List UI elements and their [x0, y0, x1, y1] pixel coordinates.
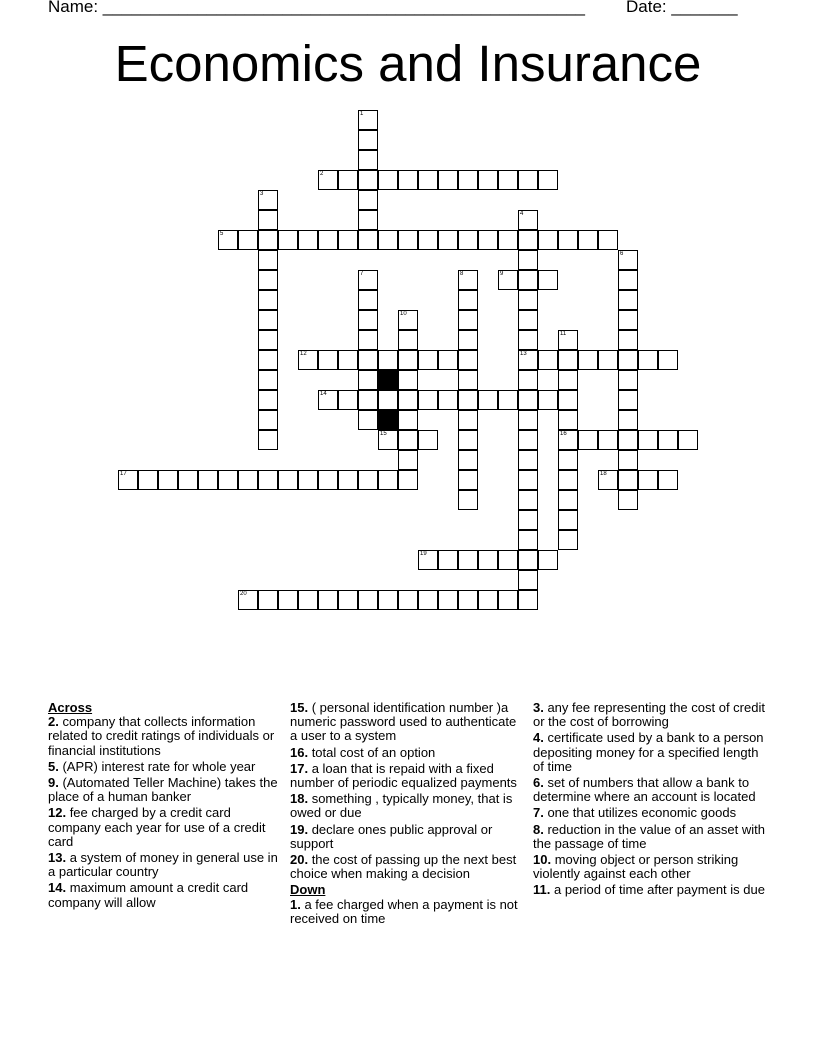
crossword-cell[interactable]: [658, 350, 678, 370]
crossword-cell[interactable]: [238, 230, 258, 250]
crossword-cell[interactable]: [398, 590, 418, 610]
crossword-cell[interactable]: [358, 190, 378, 210]
crossword-cell[interactable]: [538, 390, 558, 410]
crossword-cell[interactable]: [458, 590, 478, 610]
clue-number: 15.: [290, 700, 309, 715]
crossword-cell[interactable]: [618, 390, 638, 410]
crossword-cell[interactable]: [538, 170, 558, 190]
clue-item: [533, 823, 765, 851]
clue-number: 2.: [48, 714, 59, 730]
crossword-black-cell: [378, 370, 398, 390]
crossword-cell[interactable]: [358, 370, 378, 390]
crossword-cell[interactable]: [538, 270, 558, 290]
crossword-cell[interactable]: [378, 170, 398, 190]
crossword-cell[interactable]: [578, 430, 598, 450]
crossword-cell[interactable]: [318, 470, 338, 490]
clue-number: 20.: [290, 852, 309, 868]
crossword-cell[interactable]: [478, 390, 498, 410]
crossword-cell[interactable]: [338, 350, 358, 370]
crossword-cell[interactable]: [458, 330, 478, 350]
crossword-cell[interactable]: [518, 290, 538, 310]
crossword-cell[interactable]: [318, 230, 338, 250]
clue-text: maximum amount a credit card company will allow: [48, 880, 249, 910]
crossword-cell[interactable]: [318, 350, 338, 370]
crossword-cell[interactable]: [558, 470, 578, 490]
crossword-cell[interactable]: [398, 430, 418, 450]
clue-text: reduction in the value of an asset with the passage of time: [533, 821, 765, 851]
crossword-cell[interactable]: [318, 170, 338, 190]
clue-item: [48, 776, 280, 804]
crossword-cell[interactable]: [458, 310, 478, 330]
crossword-cell[interactable]: [318, 390, 338, 410]
crossword-cell[interactable]: [458, 430, 478, 450]
clue-number-label: 10: [400, 311, 407, 317]
crossword-cell[interactable]: [558, 410, 578, 430]
clue-number-label: 7: [360, 271, 364, 277]
crossword-cell[interactable]: [518, 250, 538, 270]
crossword-cell[interactable]: [498, 170, 518, 190]
clue-number: 9.: [48, 775, 59, 791]
crossword-cell[interactable]: [358, 130, 378, 150]
clue-number-label: 1: [360, 111, 364, 117]
crossword-cell[interactable]: [258, 250, 278, 270]
crossword-cell[interactable]: [518, 430, 538, 450]
crossword-cell[interactable]: [398, 450, 418, 470]
crossword-cell[interactable]: [558, 450, 578, 470]
clue-number: 7.: [533, 805, 544, 821]
clue-number: 16.: [290, 744, 309, 760]
crossword-cell[interactable]: [558, 330, 578, 350]
crossword-cell[interactable]: [518, 390, 538, 410]
crossword-cell[interactable]: [258, 310, 278, 330]
clue-number-label: 4: [520, 211, 524, 217]
crossword-cell[interactable]: [538, 550, 558, 570]
clue-number: 4.: [533, 730, 544, 746]
clue-number-label: 3: [260, 191, 264, 197]
crossword-cell[interactable]: [618, 410, 638, 430]
crossword-cell[interactable]: [358, 110, 378, 130]
crossword-cell[interactable]: [358, 470, 378, 490]
crossword-cell[interactable]: [358, 270, 378, 290]
crossword-cell[interactable]: [618, 450, 638, 470]
crossword-cell[interactable]: [518, 490, 538, 510]
crossword-cell[interactable]: [158, 470, 178, 490]
crossword-cell[interactable]: [358, 150, 378, 170]
clue-item: [290, 792, 522, 820]
crossword-cell[interactable]: [518, 570, 538, 590]
crossword-cell[interactable]: [658, 430, 678, 450]
crossword-cell[interactable]: [618, 310, 638, 330]
crossword-cell[interactable]: [358, 350, 378, 370]
clue-number: 18.: [290, 791, 309, 807]
crossword-cell[interactable]: [258, 230, 278, 250]
crossword-cell[interactable]: [598, 350, 618, 370]
crossword-cell[interactable]: [538, 350, 558, 370]
crossword-cell[interactable]: [518, 470, 538, 490]
clue-item: [290, 762, 522, 790]
crossword-cell[interactable]: [238, 590, 258, 610]
crossword-cell[interactable]: [298, 590, 318, 610]
crossword-cell[interactable]: [378, 430, 398, 450]
clue-number: 13.: [48, 850, 67, 866]
clue-text: a fee charged when a payment is not received on time: [290, 896, 518, 926]
clue-item: [533, 731, 765, 774]
crossword-cell[interactable]: [418, 230, 438, 250]
crossword-cell[interactable]: [518, 310, 538, 330]
crossword-cell[interactable]: [598, 430, 618, 450]
clue-item: [290, 746, 522, 760]
clue-number-label: 16: [560, 431, 567, 437]
crossword-cell[interactable]: [338, 390, 358, 410]
crossword-cell[interactable]: [438, 590, 458, 610]
crossword-cell[interactable]: [398, 230, 418, 250]
crossword-cell[interactable]: [618, 330, 638, 350]
crossword-cell[interactable]: [418, 430, 438, 450]
clue-text: any fee representing the cost of credit or the cost of borrowing: [533, 700, 765, 730]
crossword-cell[interactable]: [258, 410, 278, 430]
crossword-cell[interactable]: [458, 350, 478, 370]
clue-number-label: 17: [120, 471, 127, 477]
crossword-cell[interactable]: [198, 470, 218, 490]
crossword-cell[interactable]: [258, 330, 278, 350]
clue-item: [533, 883, 765, 897]
crossword-cell[interactable]: [558, 230, 578, 250]
crossword-cell[interactable]: [518, 330, 538, 350]
crossword-cell[interactable]: [358, 290, 378, 310]
crossword-cell[interactable]: [358, 390, 378, 410]
crossword-cell[interactable]: [598, 470, 618, 490]
crossword-cell[interactable]: [478, 590, 498, 610]
clue-text: a period of time after payment is due: [550, 882, 765, 898]
clue-text: the cost of passing up the next best choice when making a decision: [290, 852, 517, 882]
clue-item: [48, 881, 280, 909]
clue-item: [533, 701, 765, 729]
crossword-cell[interactable]: [398, 390, 418, 410]
clue-item: [533, 806, 765, 820]
clue-text: (APR) interest rate for whole year: [58, 758, 256, 774]
crossword-cell[interactable]: [618, 290, 638, 310]
crossword-cell[interactable]: [458, 170, 478, 190]
crossword-cell[interactable]: [258, 350, 278, 370]
clue-number: 19.: [290, 821, 309, 837]
clue-text: (Automated Teller Machine) takes the place of a human banker: [48, 775, 278, 805]
crossword-cell[interactable]: [358, 310, 378, 330]
crossword-cell[interactable]: [378, 350, 398, 370]
crossword-cell[interactable]: [518, 230, 538, 250]
crossword-cell[interactable]: [278, 230, 298, 250]
crossword-cell[interactable]: [558, 510, 578, 530]
crossword-cell[interactable]: [618, 470, 638, 490]
crossword-cell[interactable]: [218, 470, 238, 490]
crossword-cell[interactable]: [578, 350, 598, 370]
clue-number-label: 19: [420, 551, 427, 557]
crossword-cell[interactable]: [298, 350, 318, 370]
clue-number: 3.: [533, 700, 544, 715]
clue-item: [48, 715, 280, 758]
clue-number-label: 6: [620, 251, 624, 257]
crossword-cell[interactable]: [378, 470, 398, 490]
crossword-cell[interactable]: [458, 370, 478, 390]
crossword-cell[interactable]: [638, 350, 658, 370]
clue-item: [290, 853, 522, 881]
crossword-cell[interactable]: [278, 470, 298, 490]
clue-item: [533, 776, 765, 804]
crossword-black-cell: [378, 410, 398, 430]
crossword-cell[interactable]: [338, 230, 358, 250]
crossword-cell[interactable]: [378, 390, 398, 410]
crossword-cell[interactable]: [418, 590, 438, 610]
crossword-cell[interactable]: [438, 170, 458, 190]
crossword-cell[interactable]: [578, 230, 598, 250]
crossword-cell[interactable]: [438, 230, 458, 250]
crossword-cell[interactable]: [358, 230, 378, 250]
crossword-cell[interactable]: [518, 450, 538, 470]
clue-text: a loan that is repaid with a fixed number of periodic equalized payments: [290, 760, 517, 791]
crossword-cell[interactable]: [518, 350, 538, 370]
crossword-cell[interactable]: [518, 170, 538, 190]
clue-text: company that collects information related to credit ratings of individuals or financial institutions: [48, 714, 275, 758]
crossword-cell[interactable]: [558, 370, 578, 390]
crossword-cell[interactable]: [138, 470, 158, 490]
clue-number-label: 14: [320, 391, 327, 397]
crossword-cell[interactable]: [558, 350, 578, 370]
crossword-cell[interactable]: [358, 330, 378, 350]
crossword-cell[interactable]: [118, 470, 138, 490]
clue-number-label: 8: [460, 271, 464, 277]
crossword-cell[interactable]: [538, 230, 558, 250]
crossword-cell[interactable]: [518, 590, 538, 610]
crossword-cell[interactable]: [478, 170, 498, 190]
crossword-cell[interactable]: [398, 410, 418, 430]
clue-number-label: 9: [500, 271, 504, 277]
crossword-cell[interactable]: [618, 250, 638, 270]
crossword-cell[interactable]: [318, 590, 338, 610]
clue-section-heading: Across: [48, 700, 93, 715]
clue-text: total cost of an option: [308, 744, 436, 760]
clue-number-label: 20: [240, 591, 247, 597]
crossword-cell[interactable]: [518, 210, 538, 230]
crossword-cell[interactable]: [498, 230, 518, 250]
crossword-cell[interactable]: [338, 170, 358, 190]
crossword-cell[interactable]: [598, 230, 618, 250]
crossword-cell[interactable]: [458, 290, 478, 310]
clue-item: [533, 853, 765, 881]
clue-section-heading: Down: [290, 882, 326, 898]
clue-text: certificate used by a bank to a person depositing money for a specified length of time: [533, 730, 764, 774]
clues-column-2: [290, 701, 522, 928]
crossword-cell[interactable]: [478, 550, 498, 570]
clue-text: a system of money in general use in a particular country: [48, 850, 278, 880]
crossword-cell[interactable]: [498, 590, 518, 610]
crossword-cell[interactable]: [258, 190, 278, 210]
crossword-cell[interactable]: [458, 410, 478, 430]
crossword-cell[interactable]: [478, 230, 498, 250]
crossword-cell[interactable]: [638, 470, 658, 490]
crossword-cell[interactable]: [418, 170, 438, 190]
crossword-cell[interactable]: [498, 390, 518, 410]
crossword-cell[interactable]: [418, 390, 438, 410]
crossword-cell[interactable]: [258, 470, 278, 490]
crossword-cell[interactable]: [438, 550, 458, 570]
crossword-cell[interactable]: [358, 210, 378, 230]
crossword-cell[interactable]: [438, 390, 458, 410]
crossword-cell[interactable]: [618, 490, 638, 510]
clues-column-3: [533, 701, 765, 900]
crossword-cell[interactable]: [338, 590, 358, 610]
crossword-cell[interactable]: [358, 410, 378, 430]
crossword-cell[interactable]: [178, 470, 198, 490]
crossword-cell[interactable]: [518, 510, 538, 530]
clue-text: something , typically money, that is owed or due: [290, 791, 513, 821]
crossword-cell[interactable]: [398, 170, 418, 190]
crossword-cell[interactable]: [398, 350, 418, 370]
crossword-cell[interactable]: [398, 370, 418, 390]
crossword-cell[interactable]: [358, 170, 378, 190]
clue-text: fee charged by a credit card company each year for use of a credit card: [48, 805, 266, 849]
page-title: Economics and Insurance: [114, 35, 702, 92]
crossword-cell[interactable]: [258, 290, 278, 310]
crossword-cell[interactable]: [518, 270, 538, 290]
crossword-cell[interactable]: [398, 330, 418, 350]
clue-number-label: 18: [600, 471, 607, 477]
crossword-cell[interactable]: [458, 490, 478, 510]
crossword-cell[interactable]: [678, 430, 698, 450]
crossword-cell[interactable]: [278, 590, 298, 610]
crossword-cell[interactable]: [518, 410, 538, 430]
crossword-cell[interactable]: [238, 470, 258, 490]
crossword-cell[interactable]: [458, 390, 478, 410]
crossword-cell[interactable]: [258, 270, 278, 290]
crossword-cell[interactable]: [498, 550, 518, 570]
clue-text: ( personal identification number )a numeric password used to authenticate a user to a system: [290, 700, 517, 744]
crossword-cell[interactable]: [638, 430, 658, 450]
crossword-cell[interactable]: [438, 350, 458, 370]
clue-item: [48, 806, 280, 849]
crossword-cell[interactable]: [458, 450, 478, 470]
crossword-cell[interactable]: [518, 550, 538, 570]
clue-number: 10.: [533, 852, 552, 868]
crossword-cell[interactable]: [258, 430, 278, 450]
clue-number-label: 11: [560, 331, 567, 337]
crossword-cell[interactable]: [258, 590, 278, 610]
clue-item: [290, 898, 522, 926]
crossword-cell[interactable]: [618, 370, 638, 390]
clue-number: 8.: [533, 821, 544, 837]
crossword-cell[interactable]: [218, 230, 238, 250]
crossword-cell[interactable]: [558, 430, 578, 450]
clue-item: [48, 851, 280, 879]
clue-item: [48, 760, 280, 774]
crossword-cell[interactable]: [378, 590, 398, 610]
clue-number-label: 5: [220, 231, 224, 237]
crossword-cell[interactable]: [398, 310, 418, 330]
crossword-cell[interactable]: [418, 350, 438, 370]
name-field-line: Name: ___________________________________________________: [48, 0, 585, 16]
clue-number-label: 12: [300, 351, 307, 357]
clue-number: 5.: [48, 758, 59, 774]
crossword-cell[interactable]: [398, 470, 418, 490]
crossword-cell[interactable]: [558, 390, 578, 410]
crossword-cell[interactable]: [358, 590, 378, 610]
clue-number: 6.: [533, 775, 544, 791]
crossword-cell[interactable]: [298, 470, 318, 490]
clue-number: 14.: [48, 880, 67, 896]
crossword-cell[interactable]: [658, 470, 678, 490]
crossword-cell[interactable]: [558, 490, 578, 510]
crossword-cell[interactable]: [618, 350, 638, 370]
clue-text: set of numbers that allow a bank to determine where an account is located: [533, 775, 756, 805]
date-field-line: Date: _______: [626, 0, 738, 16]
clue-number: 17.: [290, 760, 309, 776]
clue-number-label: 15: [380, 431, 387, 437]
crossword-cell[interactable]: [458, 230, 478, 250]
crossword-cell[interactable]: [258, 370, 278, 390]
crossword-cell[interactable]: [458, 270, 478, 290]
crossword-cell[interactable]: [338, 470, 358, 490]
crossword-cell[interactable]: [618, 430, 638, 450]
crossword-cell[interactable]: [618, 270, 638, 290]
crossword-cell[interactable]: [518, 370, 538, 390]
crossword-cell[interactable]: [458, 470, 478, 490]
clue-number-label: 2: [320, 171, 324, 177]
clues-column-1: [48, 701, 280, 912]
clue-number-label: 13: [520, 351, 527, 357]
crossword-cell[interactable]: [258, 390, 278, 410]
crossword-cell[interactable]: [418, 550, 438, 570]
clue-number: 12.: [48, 805, 67, 821]
clue-number: 1.: [290, 896, 301, 912]
clue-item: [290, 823, 522, 851]
crossword-cell[interactable]: [498, 270, 518, 290]
crossword-cell[interactable]: [258, 210, 278, 230]
clue-number: 11.: [533, 882, 551, 898]
crossword-cell[interactable]: [518, 530, 538, 550]
crossword-cell[interactable]: [378, 230, 398, 250]
clue-text: declare ones public approval or support: [290, 821, 493, 851]
clue-text: one that utilizes economic goods: [543, 805, 737, 821]
crossword-cell[interactable]: [558, 530, 578, 550]
crossword-cell[interactable]: [458, 550, 478, 570]
clue-text: moving object or person striking violently against each other: [533, 852, 739, 882]
crossword-cell[interactable]: [298, 230, 318, 250]
clue-item: [290, 701, 522, 744]
